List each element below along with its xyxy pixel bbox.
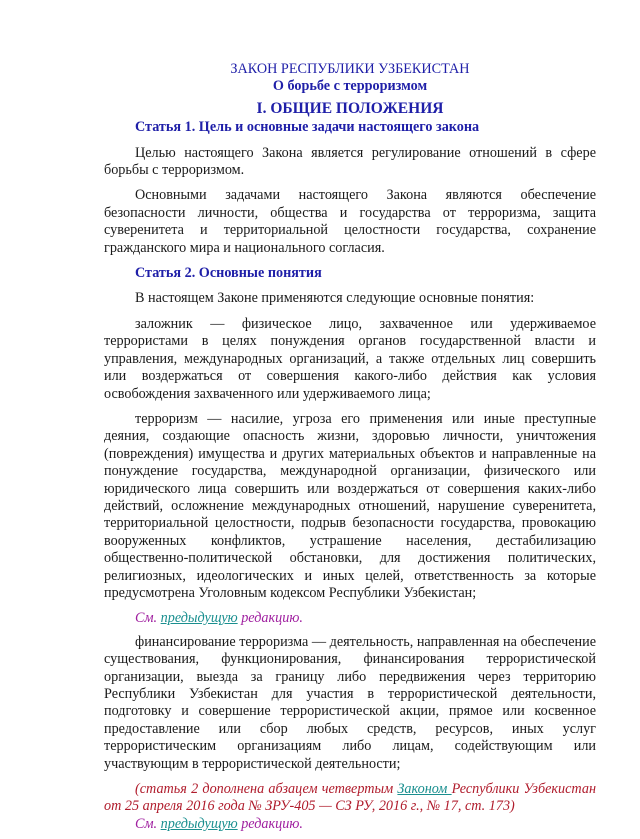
paragraph: В настоящем Законе применяются следующие основные понятия:: [135, 290, 535, 307]
see-previous-edition: [104, 816, 596, 833]
see-prefix: См.: [135, 815, 161, 832]
note-suffix: Республики Узбекистан от 25 апреля 2016 года № ЗРУ-405 — СЗ РУ, 2016 г., № 17, ст. 173): [104, 781, 596, 815]
paragraph: терроризм — насилие, угроза его применения или иные преступные деяния, создающие опасность жизни, здоровью личности, уничтожения (повреждения) имущества и других материальных объектов и направленные на понуждение государства, международной организации, физического или юридического лица совершить или воздержаться от совершения каких-либо действий, осложнение международных отношений, нарушение суверенитета, территориальной целостности, подрыв безопасности государства, провокацию вооруженных конфликтов, устрашение населения, дестабилизацию общественно-политической обстановки, для достижения политических, религиозных, идеологических и иных целей, ответственность за которые предусмотрена Уголовным кодексом Республики Узбекистан;: [104, 410, 596, 601]
see-suffix: редакцию.: [237, 610, 303, 627]
paragraph: Целью настоящего Закона является регулирование отношений в сфере борьбы с терроризмом.: [104, 144, 596, 179]
previous-edition-link[interactable]: предыдущую: [160, 610, 238, 627]
law-title: ЗАКОН РЕСПУБЛИКИ УЗБЕКИСТАН: [230, 61, 470, 77]
see-prefix: См.: [135, 610, 161, 627]
paragraph: финансирование терроризма — деятельность, направленная на обеспечение существования, функционирования, финансирования террористической организации, выезда за границу либо передвижения через территорию Республики Узбекистан для участия в террористической деятельности, подготовку и совершение террористической акции, прямое или косвенное предоставление или сбор любых средств, ресурсов, иных услуг террористическим организациям либо лицам, содействующим или участвующим в террористической деятельности;: [104, 633, 596, 772]
law-subtitle: О борьбе с терроризмом: [272, 78, 428, 95]
amendment-note: [104, 781, 596, 816]
paragraph: Основными задачами настоящего Закона являются обеспечение безопасности личности, общества и государства от терроризма, защита суверенитета и территориальной целостности государства, сохранение гражданского мира и национального согласия.: [104, 187, 596, 256]
article-2-heading: Статья 2. Основные понятия: [135, 265, 322, 282]
paragraph: заложник — физическое лицо, захваченное или удерживаемое террористами в целях понуждения органов государственной власти и управления, международных организаций, а также отдельных лиц совершить или воздержаться от совершения какого-либо действия как условия освобождения захваченного или удерживаемого лица;: [104, 315, 596, 402]
note-prefix: (статья 2 дополнена абзацем четвертым: [135, 781, 398, 798]
previous-edition-link[interactable]: предыдущую: [160, 815, 238, 832]
law-link[interactable]: Законом: [397, 781, 452, 798]
see-previous-edition: [104, 610, 596, 627]
document-page: [104, 61, 596, 839]
section-heading: I. ОБЩИЕ ПОЛОЖЕНИЯ: [256, 99, 444, 117]
see-suffix: редакцию.: [237, 815, 303, 832]
article-1-heading: Статья 1. Цель и основные задачи настоящего закона: [135, 119, 480, 136]
